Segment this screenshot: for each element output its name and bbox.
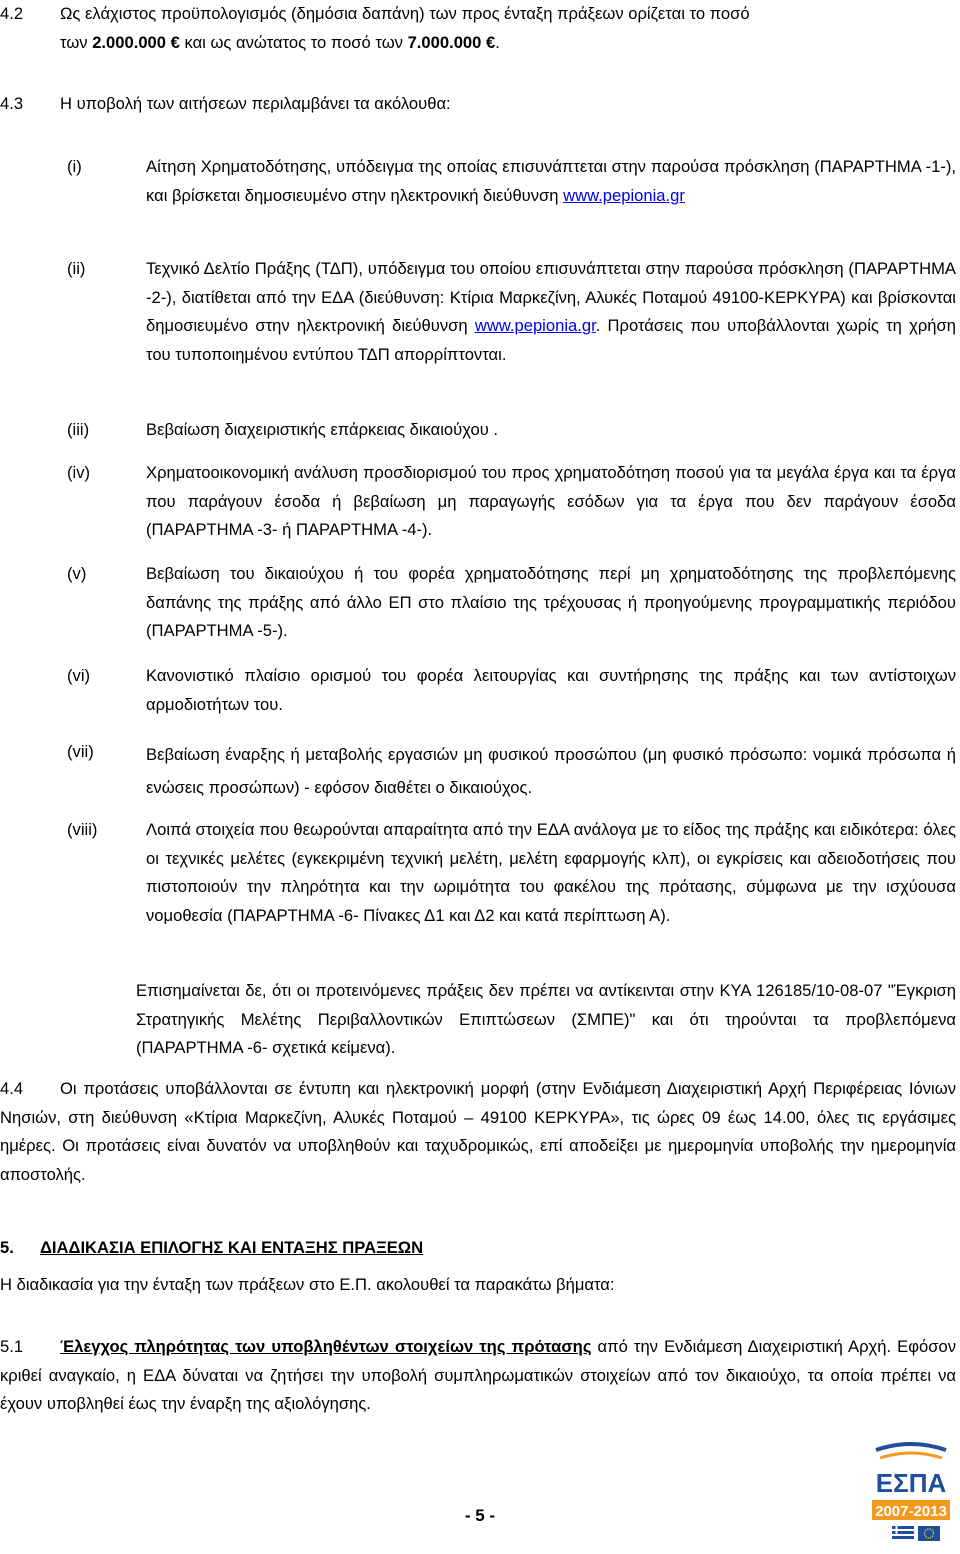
pepionia-link[interactable]: www.pepionia.gr — [474, 316, 596, 336]
list-item-label: (iv) — [67, 463, 91, 482]
page-number: - 5 - — [464, 1506, 496, 1525]
list-item-label: (viii) — [67, 820, 98, 839]
pepionia-link[interactable]: www.pepionia.gr — [563, 185, 685, 205]
emphasis-text: Έλεγχος πληρότητας των υποβληθέντων στοιχείων της πρότασης — [60, 1337, 592, 1356]
list-item-text: Χρηματοοικονομική ανάλυση προσδιορισμού του προς χρηματοδότηση ποσού για τα μεγάλα έργα και τα έργα που παράγουν έσοδα ή βεβαίωση μη παραγωγής εσόδων για τα έργα που δεν παράγουν έσοδα (ΠΑΡΑΡΤΗΜΑ -3- ή ΠΑΡΑΡΤΗΜΑ -4-). — [146, 463, 956, 540]
list-item-text: Βεβαίωση έναρξης ή μεταβολής εργασιών μη φυσικού προσώπου (μη φυσικό πρόσωπο: νομικά πρόσωπα ή ενώσεις προσώπων) - εφόσον διαθέτει ο δικαιούχος. — [146, 745, 956, 797]
section-number: 4.2 — [0, 4, 24, 23]
list-item-text: Βεβαίωση διαχειριστικής επάρκειας δικαιούχου . — [146, 420, 498, 439]
text-fragment: και ως ανώτατος το ποσό των — [179, 32, 408, 52]
list-item-text: Λοιπά στοιχεία που θεωρούνται απαραίτητα από την ΕΔΑ ανάλογα με το είδος της πράξης και ειδικότερα: όλες οι τεχνικές μελέτες (εγκεκριμένη τεχνική μελέτη, μελέτη εφαρμογής κλπ), οι εγκρίσεις και αδειοδοτήσεις που πιστοποιούν την πληρότητα και την ωριμότητα του φακέλου της πρότασης, σύμφωνα με την ισχύουσα νομοθεσία (ΠΑΡΑΡΤΗΜΑ -6- Πίνακες Δ1 και Δ2 και κατά περίπτωση Α). — [146, 820, 956, 925]
max-amount: 7.000.000 € — [407, 32, 496, 52]
section-number: 5.1 — [0, 1337, 24, 1356]
text-fragment: από την Ενδιάμεση Διαχειριστική Αρχή. Εφόσον κριθεί αναγκαίο, η ΕΔΑ δύναται να ζητήσει την υποβολή συμπληρωματικών στοιχείων από τον δικαιούχο, τα οποία πρέπει να έχουν υποβληθεί έως την έναρξη της αξιολόγησης. — [0, 1337, 956, 1414]
section-number: 5. — [0, 1238, 14, 1257]
list-item-text — [146, 255, 956, 369]
espa-logo — [868, 1440, 954, 1544]
list-item-text: Βεβαίωση του δικαιούχου ή του φορέα χρηματοδότησης περί μη χρηματοδότησης της προβλεπόμενης δαπάνης της πράξης από άλλο ΕΠ στο πλαίσιο της τρέχουσας ή προηγούμενης προγραμματικής περιόδου (ΠΑΡΑΡΤΗΜΑ -5-). — [146, 564, 956, 641]
text-fragment: . — [495, 32, 500, 52]
list-item-label: (v) — [67, 564, 87, 583]
list-item-label: (vii) — [67, 742, 94, 761]
text-fragment: των — [60, 32, 93, 52]
list-item-text — [146, 153, 956, 210]
list-item-label: (iii) — [67, 420, 90, 439]
section-text — [60, 0, 956, 57]
list-item-label: (vi) — [67, 666, 91, 685]
section-text — [0, 1333, 956, 1419]
list-item-text: Κανονιστικό πλαίσιο ορισμού του φορέα λειτουργίας και συντήρησης της πράξης και των αντίστοιχων αρμοδιοτήτων του. — [146, 666, 956, 714]
logo-years: 2007-2013 — [875, 1503, 947, 1520]
list-item-label: (ii) — [67, 259, 86, 278]
section-number: 4.3 — [0, 94, 24, 113]
section-number: 4.4 — [0, 1079, 24, 1098]
section-intro: Η διαδικασία για την ένταξη των πράξεων στο Ε.Π. ακολουθεί τα παρακάτω βήματα: — [0, 1275, 615, 1294]
eu-flag-icon — [918, 1526, 940, 1541]
text-fragment: . Προτάσεις που υποβάλλονται χωρίς τη χρήση του τυποποιημένου εντύπου ΤΔΠ απορρίπτονται. — [146, 316, 956, 364]
section-intro: Η υποβολή των αιτήσεων περιλαμβάνει τα ακόλουθα: — [60, 94, 451, 113]
greek-flag-icon — [892, 1526, 914, 1541]
note-text: Επισημαίνεται δε, ότι οι προτεινόμενες πράξεις δεν πρέπει να αντίκεινται στην ΚΥΑ 126185/10-08-07 "Έγκριση Στρατηγικής Μελέτης Περιβαλλοντικών Επιπτώσεων (ΣΜΠΕ)" και ότι τηρούνται τα προβλεπόμενα (ΠΑΡΑΡΤΗΜΑ -6- σχετικά κείμενα). — [136, 981, 956, 1058]
logo-text: ΕΣΠΑ — [875, 1468, 947, 1498]
section-title: ΔΙΑΔΙΚΑΣΙΑ ΕΠΙΛΟΓΗΣ ΚΑΙ ΕΝΤΑΞΗΣ ΠΡΑΞΕΩΝ — [40, 1238, 424, 1257]
min-amount: 2.000.000 € — [92, 32, 180, 52]
text-line: Ως ελάχιστος προϋπολογισμός (δημόσια δαπάνη) των προς ένταξη πράξεων ορίζεται το ποσό — [60, 4, 750, 23]
espa-logo-graphic — [868, 1440, 954, 1544]
list-item-label: (i) — [67, 157, 82, 176]
text-fragment: Τεχνικό Δελτίο Πράξης (ΤΔΠ), υπόδειγμα του οποίου επισυνάπτεται στην παρούσα πρόσκληση (ΠΑΡΑΡΤΗΜΑ -2-), διατίθεται από την ΕΔΑ (διεύθυνση: Κτίρια Μαρκεζίνη, Αλυκές Ποταμού 49100-ΚΕΡΚΥΡΑ) και βρίσκονται δημοσιευμένο στην ηλεκτρονική διεύθυνση — [146, 259, 956, 336]
text-fragment: Αίτηση Χρηματοδότησης, υπόδειγμα της οποίας επισυνάπτεται στην παρούσα πρόσκληση (ΠΑΡΑΡΤΗΜΑ -1-), και βρίσκεται δημοσιευμένο στην ηλεκτρονική διεύθυνση — [146, 157, 956, 205]
section-text: Οι προτάσεις υποβάλλονται σε έντυπη και ηλεκτρονική μορφή (στην Ενδιάμεση Διαχειριστική Αρχή Περιφέρειας Ιόνιων Νησιών, στη διεύθυνση «Κτίρια Μαρκεζίνη, Αλυκές Ποταμού – 49100 ΚΕΡΚΥΡΑ», τις ώρες 09 έως 14.00, όλες τις εργάσιμες ημέρες. Οι προτάσεις είναι δυνατόν να υποβληθούν και ταχυδρομικώς, επί αποδείξει με ημερομηνία υποβολής την ημερομηνία αποστολής. — [0, 1079, 956, 1184]
